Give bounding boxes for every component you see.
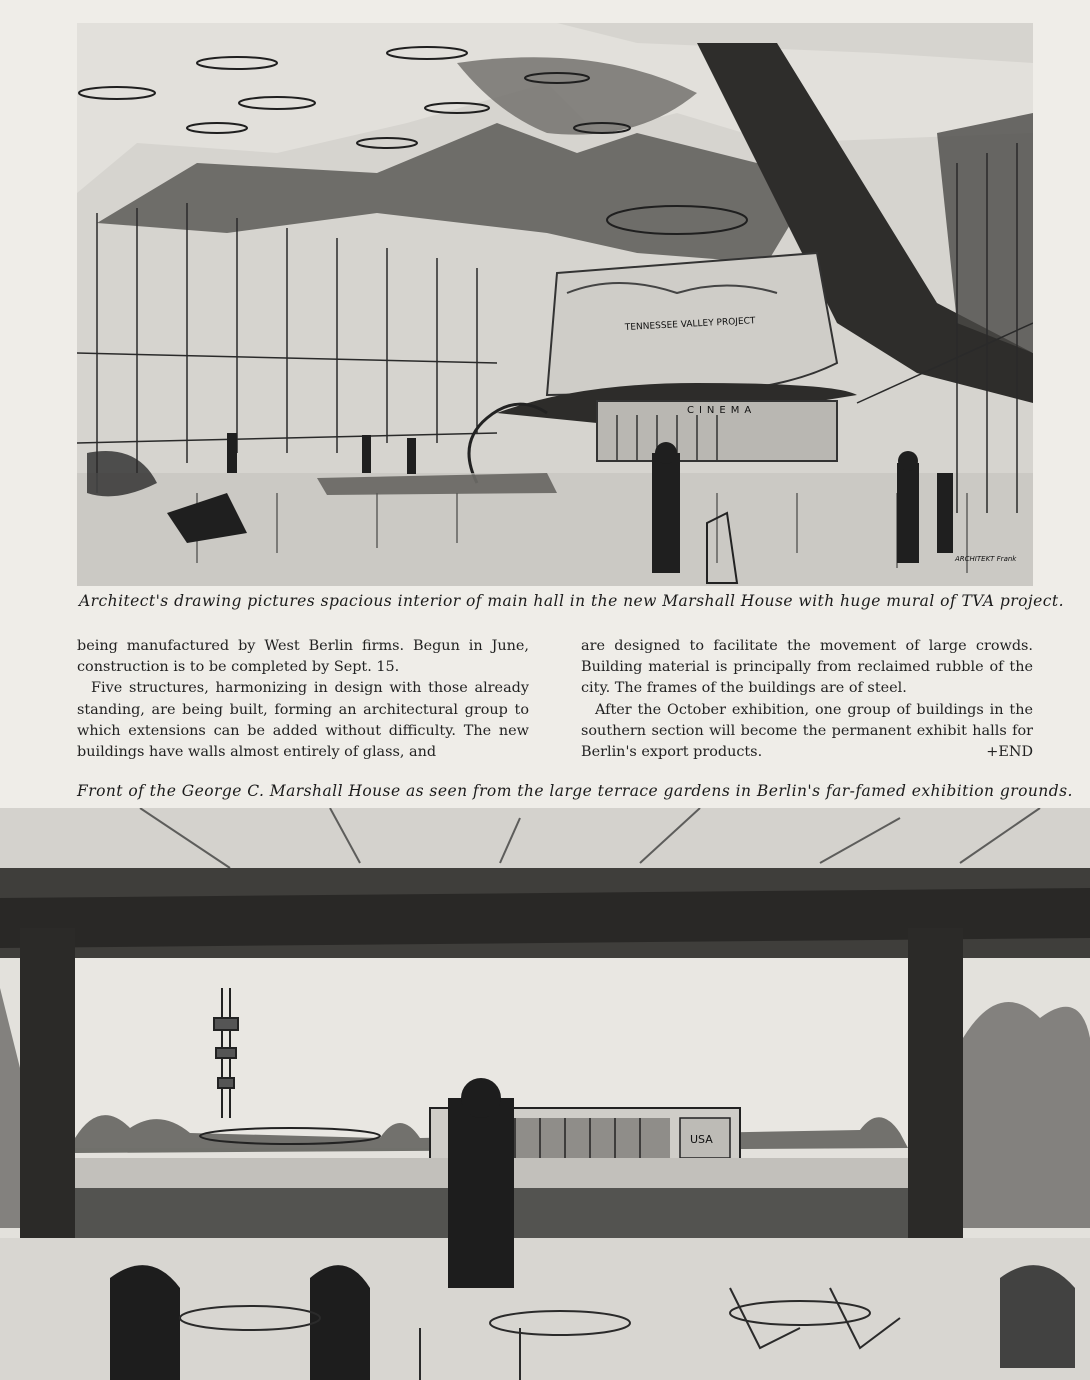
top-illustration (77, 23, 1033, 586)
end-mark: +END (986, 744, 1033, 761)
terrace-view-drawing (0, 808, 1090, 1380)
article-left-column (77, 636, 529, 763)
bottom-caption: Front of the George C. Marshall House as seen from the large terrace gardens in Berlin's far-famed exhibition grounds. (77, 782, 1073, 800)
tva-sign: TENNESSEE VALLEY PROJECT (624, 316, 756, 333)
architect-signature: ARCHITEKT Frank (955, 555, 1017, 563)
cinema-sign: CINEMA (687, 405, 757, 416)
article-right-column (581, 636, 1033, 763)
main-hall-drawing (77, 23, 1033, 586)
article-body (77, 636, 1033, 766)
right-paragraph-1: are designed to facilitate the movement of large crowds. Building material is principally from reclaimed rubble of the city. The frames of the buildings are of steel. (581, 638, 1033, 697)
right-paragraph-2 (581, 700, 1033, 764)
top-caption: Architect's drawing pictures spacious interior of main hall in the new Marshall House with huge mural of TVA project. (79, 592, 1064, 610)
left-paragraph-2: Five structures, harmonizing in design with those already standing, are being built, forming an architectural group to which extensions can be added without difficulty. The new buildings have walls almost entirely of glass, and (77, 680, 529, 761)
left-paragraph-1: being manufactured by West Berlin firms. Begun in June, construction is to be completed by Sept. 15. (77, 638, 529, 676)
right-paragraph-2-text: After the October exhibition, one group of buildings in the southern section will become the permanent exhibit halls for Berlin's export products. (581, 701, 1033, 761)
bottom-illustration (0, 808, 1090, 1380)
usa-sign: USA (690, 1133, 713, 1146)
